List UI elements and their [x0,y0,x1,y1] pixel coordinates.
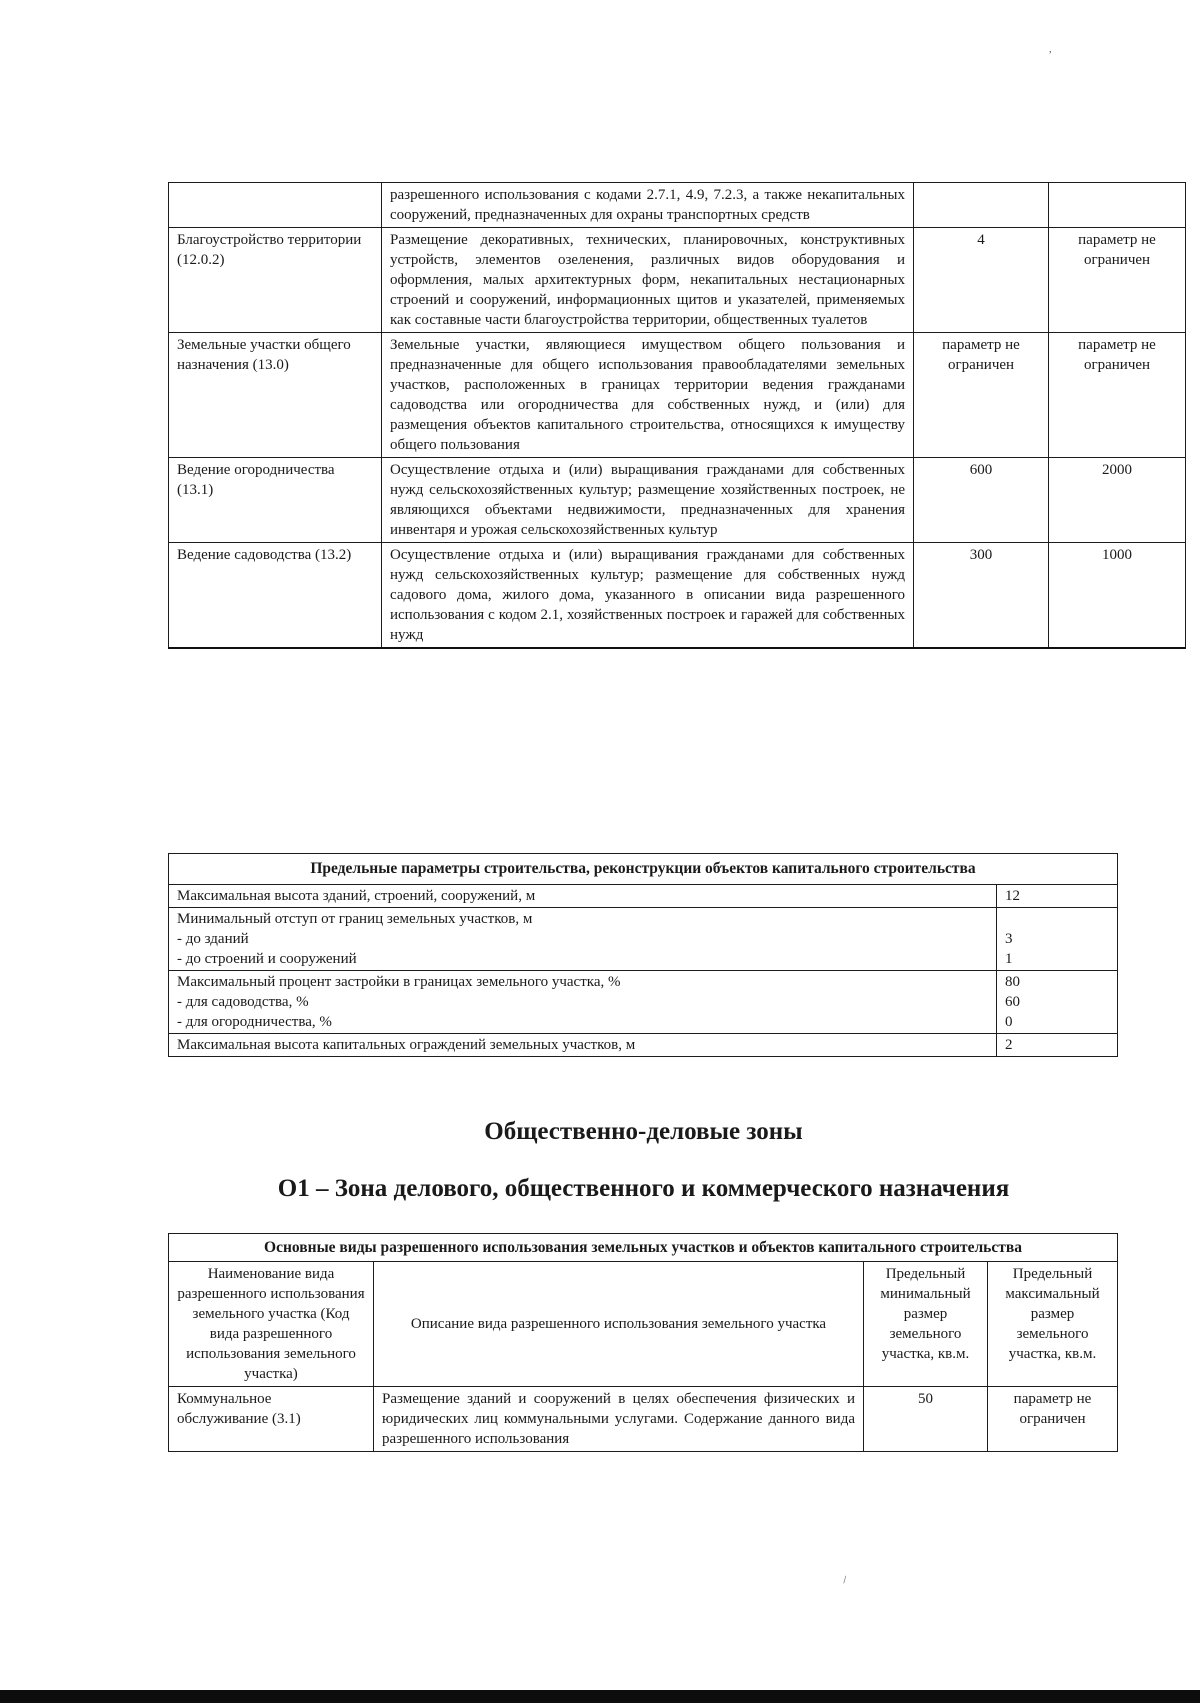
parameter-label: Максимальный процент застройки в границах земельного участка, % - для садоводства, % - для огородничества, % [169,971,997,1034]
use-type-description: разрешенного использования с кодами 2.7.1, 4.9, 7.2.3, а также некапитальных сооружений, предназначенных для охраны транспортных средств [382,183,914,228]
table-row [169,333,1186,458]
max-plot-size [1049,183,1186,228]
table-row [169,1034,1118,1057]
table-row [169,885,1118,908]
section-heading: Общественно-деловые зоны [484,1118,803,1145]
use-type-name: Земельные участки общего назначения (13.0) [169,333,382,458]
max-plot-size: параметр не ограничен [1049,228,1186,333]
max-plot-size: параметр не ограничен [988,1387,1118,1452]
table-row [169,458,1186,543]
max-plot-size: 2000 [1049,458,1186,543]
use-type-name: Ведение огородничества (13.1) [169,458,382,543]
column-header-min-size: Предельный минимальный размер земельного участка, кв.м. [864,1262,988,1387]
table-row [169,1387,1118,1452]
use-type-name: Ведение садоводства (13.2) [169,543,382,649]
table-row [169,971,1118,1034]
use-type-description: Размещение декоративных, технических, планировочных, конструктивных устройств, элементов озеленения, различных видов оборудования и оформления, малых архитектурных форм, некапитальных нестационарных строений и сооружений, информационных щитов и указателей, применяемых как составные части благоустройства территории, общественных туалетов [382,228,914,333]
parameters-table-title: Предельные параметры строительства, реконструкции объектов капитального строительства [169,854,1118,885]
main-use-table-title: Основные виды разрешенного использования земельных участков и объектов капитального строительства [169,1234,1118,1262]
parameter-label: Максимальная высота капитальных ограждений земельных участков, м [169,1034,997,1057]
table-row [169,228,1186,333]
zone-title: О1 – Зона делового, общественного и коммерческого назначения [277,1175,1010,1202]
use-type-name [169,183,382,228]
min-plot-size: 4 [914,228,1049,333]
scan-edge-bar [0,1690,1200,1703]
column-header-max-size: Предельный максимальный размер земельного участка, кв.м. [988,1262,1118,1387]
use-type-description: Осуществление отдыха и (или) выращивания гражданами для собственных нужд сельскохозяйственных культур; размещение для собственных нужд садового дома, жилого дома, указанного в описании вида разрешенного использования с кодом 2.1, хозяйственных построек и гаражей для собственных нужд [382,543,914,649]
use-type-name: Благоустройство территории (12.0.2) [169,228,382,333]
use-type-description: Размещение зданий и сооружений в целях обеспечения физических и юридических лиц коммунальными услугами. Содержание данного вида разрешенного использования [374,1387,864,1452]
min-plot-size: 600 [914,458,1049,543]
parameter-value: 2 [997,1034,1118,1057]
min-plot-size: параметр не ограничен [914,333,1049,458]
scan-mark: \ [839,1574,850,1586]
min-plot-size [914,183,1049,228]
main-land-use-table [168,1233,1118,1452]
min-plot-size: 300 [914,543,1049,649]
use-type-description: Земельные участки, являющиеся имуществом общего пользования и предназначенные для общего использования правообладателями земельных участков, расположенных в границах территории ведения гражданами садоводства или огородничества для собственных нужд, и (или) для размещения объектов капитального строительства, относящихся к имуществу общего пользования [382,333,914,458]
min-plot-size: 50 [864,1387,988,1452]
parameter-label: Минимальный отступ от границ земельных участков, м - до зданий - до строений и сооружений [169,908,997,971]
scan-mark: , [1049,44,1052,55]
table-row [169,543,1186,649]
parameter-value: 80 60 0 [997,971,1118,1034]
column-header-description: Описание вида разрешенного использования земельного участка [374,1262,864,1387]
construction-parameters-table [168,853,1118,1057]
land-use-table-continued [168,182,1186,649]
table-row [169,908,1118,971]
use-type-description: Осуществление отдыха и (или) выращивания гражданами для собственных нужд сельскохозяйственных культур; размещение хозяйственных построек, не являющихся объектами недвижимости, предназначенных для хранения инвентаря и урожая сельскохозяйственных культур [382,458,914,543]
parameter-value: 12 [997,885,1118,908]
parameter-value: 3 1 [997,908,1118,971]
max-plot-size: параметр не ограничен [1049,333,1186,458]
table-row [169,183,1186,228]
column-header-name: Наименование вида разрешенного использования земельного участка (Код вида разрешенного использования земельного участка) [169,1262,374,1387]
parameter-label: Максимальная высота зданий, строений, сооружений, м [169,885,997,908]
max-plot-size: 1000 [1049,543,1186,649]
use-type-name: Коммунальное обслуживание (3.1) [169,1387,374,1452]
